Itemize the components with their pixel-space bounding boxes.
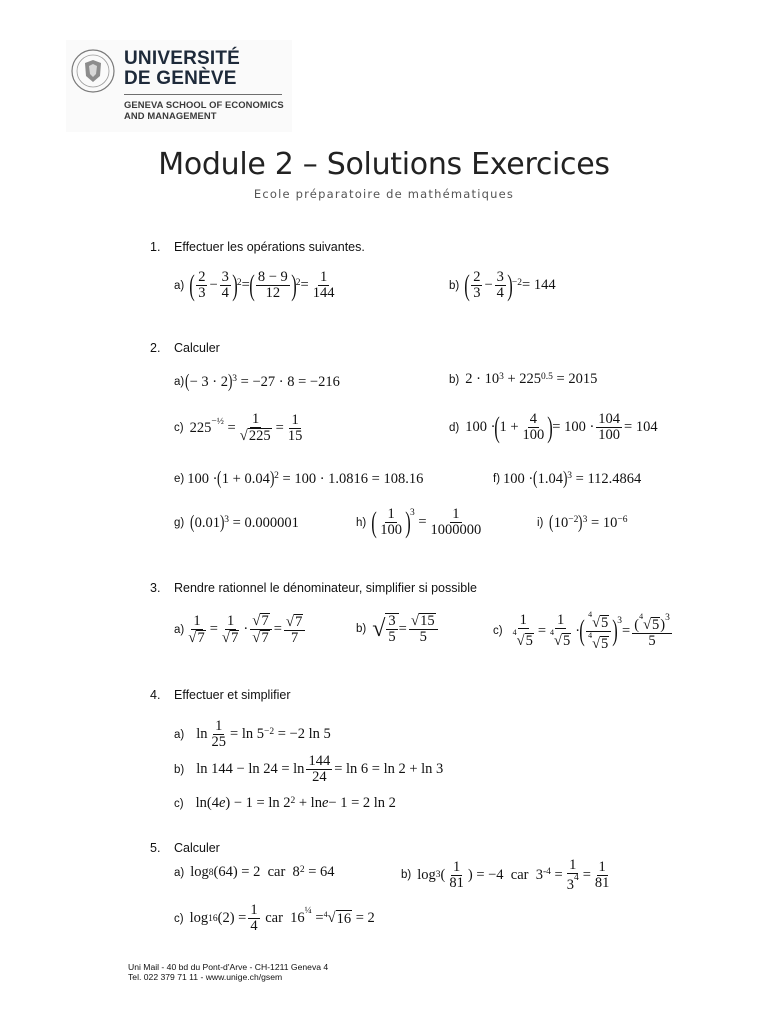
school-name: GENEVA SCHOOL OF ECONOMICS AND MANAGEMENT: [124, 99, 284, 121]
section-2-heading: 2. Calculer: [150, 341, 220, 355]
exercise-5b: b) log 3 ( 1 81 ) = −4 car 3 $^{-4}$ = 1 $3^4$ = 1 81: [401, 857, 610, 893]
exercise-1b: b) ( 2 3 − 3 4 ) $^{-2}$ = 144: [449, 268, 556, 302]
exercise-2h: h) ( 1 100 ) $^3$ = 1 1000000: [356, 505, 482, 539]
exercise-5c: c) log 16 (2) = 1 4 car 16 $^{\frac{1}{4}}$ = $^4$ √ 16 = 2: [174, 902, 375, 934]
exercise-2g: g) ( 0.01 ) $^3$ = 0.000001: [174, 512, 299, 533]
exercise-5a: a) log 8 (64) = 2 car 8 $^2$ = 64: [174, 864, 335, 880]
section-1-heading: 1. Effectuer les opérations suivantes.: [150, 240, 365, 254]
footer-address: Uni Mail - 40 bd du Pont-d'Arve - CH-1211 Geneva 4: [128, 962, 329, 972]
exercise-2c: c) 225 $^{-\frac{1}{2}}$ = 1 √225 = 1 15: [174, 411, 303, 444]
page-subtitle: Ecole préparatoire de mathématiques: [253, 187, 515, 201]
exercise-4a: a) ln 1 25 = ln 5 $^{-2}$ = −2 ln 5: [174, 718, 331, 750]
logo-divider: [124, 94, 282, 95]
exercise-2b: b) 2 · 10 $^3$ + 225 $^{0.5}$ = 2015: [449, 371, 598, 387]
section-4-heading: 4. Effectuer et simplifier: [150, 688, 291, 702]
page-footer: [128, 962, 328, 982]
section-5-heading: 5. Calculer: [150, 841, 220, 855]
exercise-1a: a) ( 2 3 − 3 4 ) $^2$ = ( 8 − 9 12 ) $^2$ = 1 144: [174, 268, 335, 302]
page-title: Module 2 – Solutions Exercices: [158, 147, 610, 182]
exercise-4b: b) ln 144 − ln 24 = ln 144 24 = ln 6 = ln 2 + ln 3: [174, 753, 444, 785]
footer-contact: Tel. 022 379 71 11 - www.unige.ch/gsem: [128, 972, 283, 982]
exercise-2a: a) ( − 3 · 2 ) $^3$ = −27 · 8 = −216: [174, 371, 340, 392]
exercise-3a: a) 1 √7 = 1 √7 · √7 √7 = √7 7: [174, 613, 307, 646]
section-3-heading: 3. Rendre rationnel le dénominateur, simplifier si possible: [150, 581, 477, 595]
exercise-2d: d) 100 · ( 1 + 4 100 ) = 100 · 104 100 = 104: [449, 410, 658, 444]
exercise-3b: b) √ $\frac{3}{5}$ = √15 5: [356, 613, 440, 645]
university-name: UNIVERSITÉ DE GENÈVE: [124, 48, 241, 89]
university-seal-icon: [70, 46, 116, 96]
exercise-2e: e) 100 · ( 1 + 0.04 ) $^2$ = 100 · 1.0816 = 108.16: [174, 468, 424, 489]
exercise-4c: c) ln(4 e ) − 1 = ln 2 $^2$ + ln e − 1 = 2 ln 2: [174, 795, 396, 811]
exercise-2i: i) ( 10 $^{-2}$ ) $^3$ = 10 $^{-6}$: [537, 512, 628, 533]
exercise-2f: f) 100 · ( 1.04 ) $^3$ = 112.4864: [493, 468, 642, 489]
university-logo: [66, 40, 292, 132]
exercise-3c: c) 1 $^4$√5 = 1 $^4$√5 · ( $^4$√5 $^4$√5 ) $^3$ = $(^4√5)^3$ 5: [493, 610, 670, 652]
